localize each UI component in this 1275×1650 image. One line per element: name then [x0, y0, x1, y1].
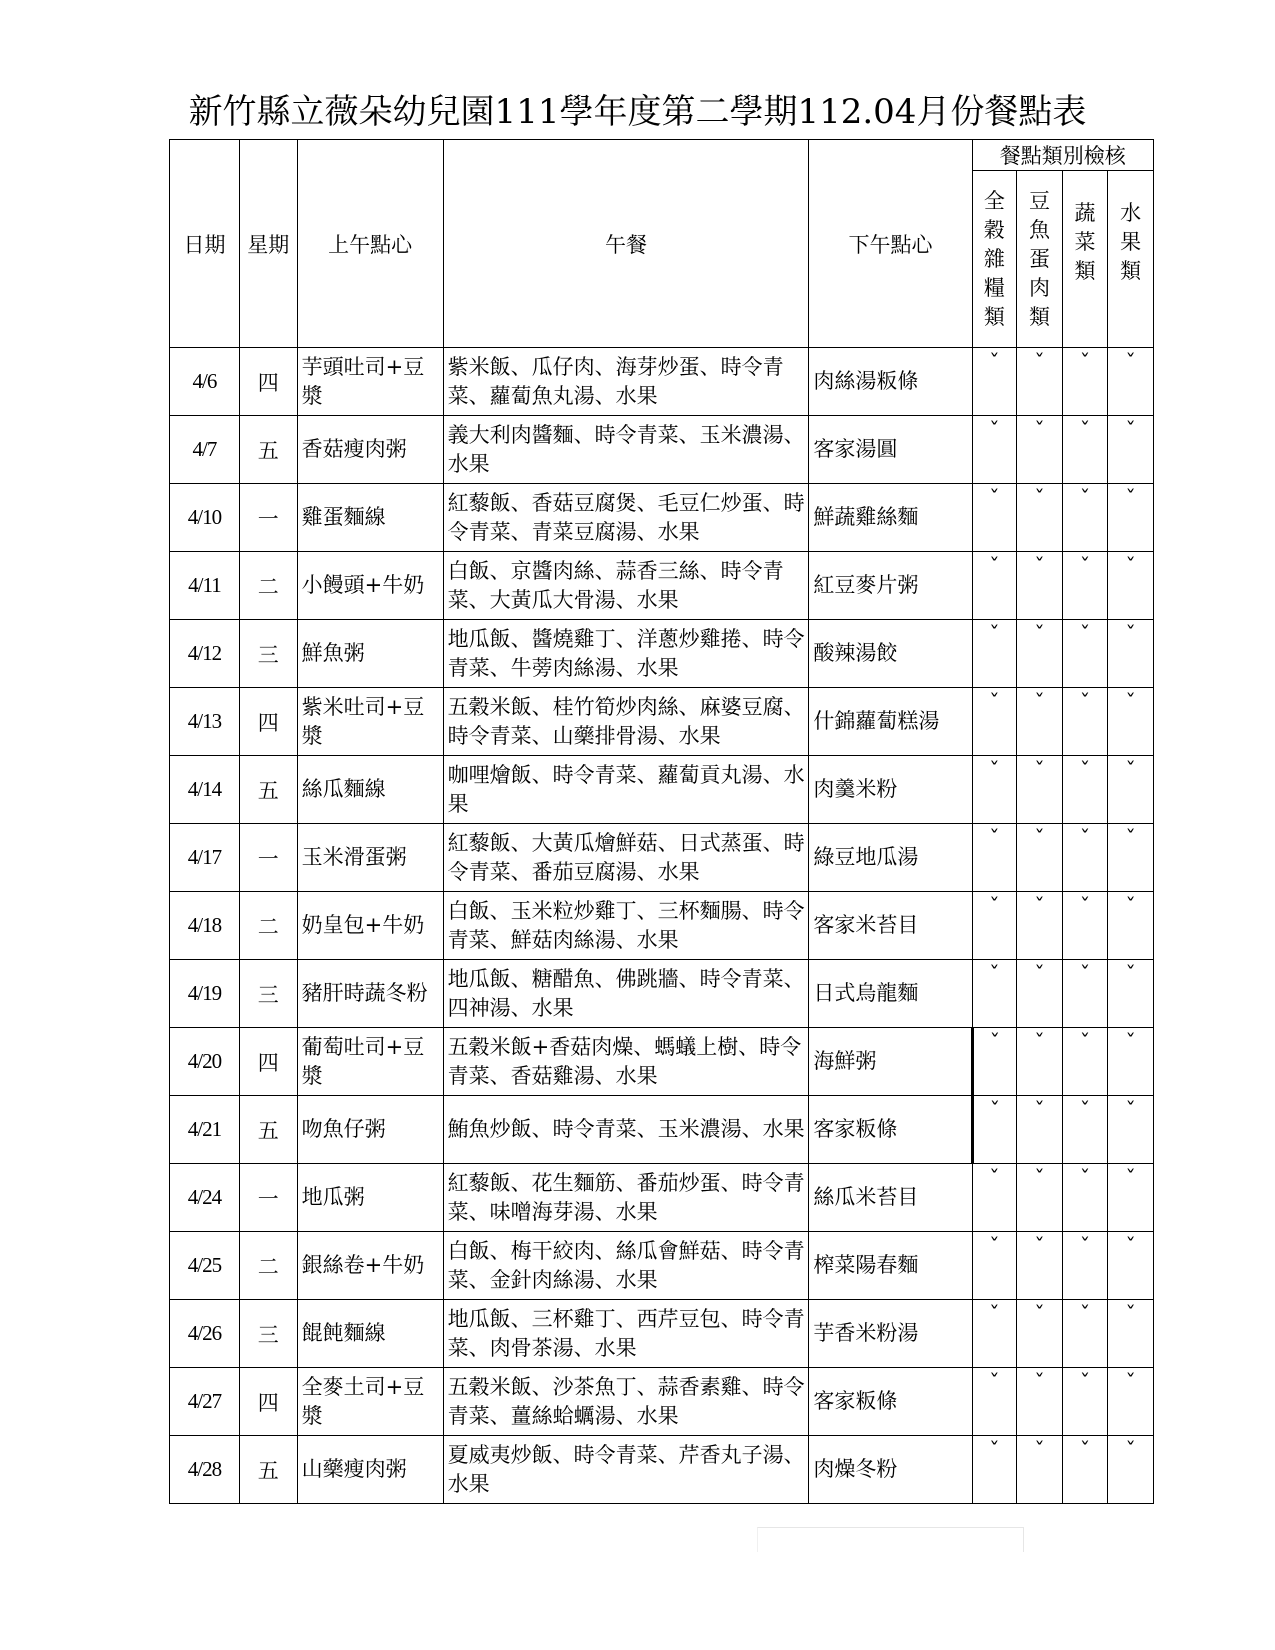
check-fruit: ˇ [1108, 1096, 1154, 1164]
header-weekday: 星期 [239, 140, 297, 348]
cell-date: 4/20 [170, 1028, 240, 1096]
table-row [170, 620, 1154, 688]
cell-weekday: 四 [239, 1368, 297, 1436]
check-protein: ˇ [1017, 892, 1063, 960]
header-check-group: 餐點類別檢核 [972, 140, 1153, 171]
check-vegetables: ˇ [1062, 620, 1108, 688]
check-vegetables: ˇ [1062, 1164, 1108, 1232]
table-row [170, 1436, 1154, 1504]
check-protein: ˇ [1017, 688, 1063, 756]
cell-weekday: 四 [239, 688, 297, 756]
table-row [170, 484, 1154, 552]
cell-afternoon-snack: 鮮蔬雞絲麵 [809, 484, 972, 552]
cell-lunch: 義大利肉醬麵、時令青菜、玉米濃湯、水果 [443, 416, 809, 484]
table-row [170, 1164, 1154, 1232]
check-fruit: ˇ [1108, 416, 1154, 484]
header-date: 日期 [170, 140, 240, 348]
check-protein: ˇ [1017, 1436, 1063, 1504]
cell-morning-snack: 吻魚仔粥 [297, 1096, 443, 1164]
cell-date: 4/13 [170, 688, 240, 756]
check-vegetables: ˇ [1062, 484, 1108, 552]
check-protein: ˇ [1017, 620, 1063, 688]
header-protein: 豆 魚 蛋 肉 類 [1017, 171, 1063, 348]
cell-date: 4/7 [170, 416, 240, 484]
check-vegetables: ˇ [1062, 1300, 1108, 1368]
cell-morning-snack: 雞蛋麵線 [297, 484, 443, 552]
cell-afternoon-snack: 客家粄條 [809, 1368, 972, 1436]
table-row [170, 688, 1154, 756]
cell-weekday: 五 [239, 756, 297, 824]
cell-afternoon-snack: 客家米苔目 [809, 892, 972, 960]
cell-lunch: 地瓜飯、糖醋魚、佛跳牆、時令青菜、四神湯、水果 [443, 960, 809, 1028]
check-grains: ˇ [972, 756, 1017, 824]
check-fruit: ˇ [1108, 824, 1154, 892]
cell-date: 4/24 [170, 1164, 240, 1232]
check-fruit: ˇ [1108, 1028, 1154, 1096]
cell-weekday: 三 [239, 620, 297, 688]
table-row [170, 1232, 1154, 1300]
check-grains: ˇ [972, 1028, 1017, 1096]
check-vegetables: ˇ [1062, 1096, 1108, 1164]
cell-morning-snack: 小饅頭+牛奶 [297, 552, 443, 620]
check-fruit: ˇ [1108, 892, 1154, 960]
cell-lunch: 地瓜飯、醬燒雞丁、洋蔥炒雞捲、時令青菜、牛蒡肉絲湯、水果 [443, 620, 809, 688]
cell-morning-snack: 餛飩麵線 [297, 1300, 443, 1368]
table-row [170, 1368, 1154, 1436]
cell-lunch: 咖哩燴飯、時令青菜、蘿蔔貢丸湯、水果 [443, 756, 809, 824]
check-grains: ˇ [972, 348, 1017, 416]
cell-morning-snack: 奶皇包+牛奶 [297, 892, 443, 960]
check-grains: ˇ [972, 552, 1017, 620]
cell-weekday: 一 [239, 1164, 297, 1232]
cell-morning-snack: 全麥土司+豆漿 [297, 1368, 443, 1436]
cell-date: 4/27 [170, 1368, 240, 1436]
cell-morning-snack: 銀絲卷+牛奶 [297, 1232, 443, 1300]
cell-morning-snack: 鮮魚粥 [297, 620, 443, 688]
cell-weekday: 四 [239, 1028, 297, 1096]
header-fruit: 水 果 類 [1108, 171, 1154, 348]
cell-weekday: 二 [239, 552, 297, 620]
table-row [170, 892, 1154, 960]
cell-weekday: 五 [239, 416, 297, 484]
check-grains: ˇ [972, 1436, 1017, 1504]
check-vegetables: ˇ [1062, 688, 1108, 756]
cell-weekday: 四 [239, 348, 297, 416]
cell-afternoon-snack: 絲瓜米苔目 [809, 1164, 972, 1232]
check-fruit: ˇ [1108, 688, 1154, 756]
check-grains: ˇ [972, 416, 1017, 484]
check-vegetables: ˇ [1062, 348, 1108, 416]
cell-afternoon-snack: 紅豆麥片粥 [809, 552, 972, 620]
cell-lunch: 紅藜飯、香菇豆腐煲、毛豆仁炒蛋、時令青菜、青菜豆腐湯、水果 [443, 484, 809, 552]
cell-afternoon-snack: 客家粄條 [809, 1096, 972, 1164]
check-vegetables: ˇ [1062, 416, 1108, 484]
check-fruit: ˇ [1108, 1436, 1154, 1504]
cell-morning-snack: 紫米吐司+豆漿 [297, 688, 443, 756]
check-grains: ˇ [972, 620, 1017, 688]
check-grains: ˇ [972, 892, 1017, 960]
page-title: 新竹縣立薇朵幼兒園111學年度第二學期112.04月份餐點表 [188, 92, 1087, 132]
check-protein: ˇ [1017, 756, 1063, 824]
cell-date: 4/18 [170, 892, 240, 960]
check-fruit: ˇ [1108, 620, 1154, 688]
cell-lunch: 紅藜飯、花生麵筋、番茄炒蛋、時令青菜、味噌海芽湯、水果 [443, 1164, 809, 1232]
check-protein: ˇ [1017, 824, 1063, 892]
check-vegetables: ˇ [1062, 1436, 1108, 1504]
cell-lunch: 鮪魚炒飯、時令青菜、玉米濃湯、水果 [443, 1096, 809, 1164]
check-grains: ˇ [972, 960, 1017, 1028]
check-protein: ˇ [1017, 1028, 1063, 1096]
cell-morning-snack: 地瓜粥 [297, 1164, 443, 1232]
cell-afternoon-snack: 肉絲湯粄條 [809, 348, 972, 416]
cell-date: 4/11 [170, 552, 240, 620]
header-afternoon-snack: 下午點心 [809, 140, 972, 348]
check-protein: ˇ [1017, 1096, 1063, 1164]
check-grains: ˇ [972, 1096, 1017, 1164]
table-row [170, 756, 1154, 824]
cell-weekday: 三 [239, 960, 297, 1028]
check-fruit: ˇ [1108, 552, 1154, 620]
check-fruit: ˇ [1108, 756, 1154, 824]
cell-afternoon-snack: 榨菜陽春麵 [809, 1232, 972, 1300]
cell-afternoon-snack: 酸辣湯餃 [809, 620, 972, 688]
check-vegetables: ˇ [1062, 1368, 1108, 1436]
cell-morning-snack: 絲瓜麵線 [297, 756, 443, 824]
check-fruit: ˇ [1108, 1300, 1154, 1368]
check-vegetables: ˇ [1062, 1232, 1108, 1300]
cell-lunch: 紫米飯、瓜仔肉、海芽炒蛋、時令青菜、蘿蔔魚丸湯、水果 [443, 348, 809, 416]
check-vegetables: ˇ [1062, 824, 1108, 892]
cell-date: 4/21 [170, 1096, 240, 1164]
cell-morning-snack: 芋頭吐司+豆漿 [297, 348, 443, 416]
cell-weekday: 五 [239, 1096, 297, 1164]
cell-afternoon-snack: 肉羹米粉 [809, 756, 972, 824]
check-grains: ˇ [972, 484, 1017, 552]
check-grains: ˇ [972, 688, 1017, 756]
check-protein: ˇ [1017, 552, 1063, 620]
table-row [170, 824, 1154, 892]
cell-lunch: 夏威夷炒飯、時令青菜、芹香丸子湯、水果 [443, 1436, 809, 1504]
table-row [170, 1096, 1154, 1164]
check-vegetables: ˇ [1062, 960, 1108, 1028]
check-vegetables: ˇ [1062, 892, 1108, 960]
table-row [170, 1300, 1154, 1368]
check-grains: ˇ [972, 1368, 1017, 1436]
check-grains: ˇ [972, 1164, 1017, 1232]
cell-afternoon-snack: 什錦蘿蔔糕湯 [809, 688, 972, 756]
cell-weekday: 五 [239, 1436, 297, 1504]
check-vegetables: ˇ [1062, 756, 1108, 824]
check-grains: ˇ [972, 1232, 1017, 1300]
cell-lunch: 五穀米飯、沙茶魚丁、蒜香素雞、時令青菜、薑絲蛤蠣湯、水果 [443, 1368, 809, 1436]
cell-afternoon-snack: 芋香米粉湯 [809, 1300, 972, 1368]
check-fruit: ˇ [1108, 1368, 1154, 1436]
check-protein: ˇ [1017, 416, 1063, 484]
table-row [170, 416, 1154, 484]
check-fruit: ˇ [1108, 1232, 1154, 1300]
cell-morning-snack: 葡萄吐司+豆漿 [297, 1028, 443, 1096]
cell-afternoon-snack: 客家湯圓 [809, 416, 972, 484]
cell-lunch: 五穀米飯+香菇肉燥、螞蟻上樹、時令青菜、香菇雞湯、水果 [443, 1028, 809, 1096]
cell-date: 4/10 [170, 484, 240, 552]
check-grains: ˇ [972, 824, 1017, 892]
cell-date: 4/17 [170, 824, 240, 892]
check-vegetables: ˇ [1062, 1028, 1108, 1096]
check-protein: ˇ [1017, 484, 1063, 552]
header-grains: 全 穀 雜 糧 類 [972, 171, 1017, 348]
table-body [170, 348, 1154, 1504]
cell-date: 4/19 [170, 960, 240, 1028]
check-fruit: ˇ [1108, 960, 1154, 1028]
cell-weekday: 二 [239, 1232, 297, 1300]
cell-lunch: 五穀米飯、桂竹筍炒肉絲、麻婆豆腐、時令青菜、山藥排骨湯、水果 [443, 688, 809, 756]
table-row [170, 552, 1154, 620]
cell-lunch: 紅藜飯、大黃瓜燴鮮菇、日式蒸蛋、時令青菜、番茄豆腐湯、水果 [443, 824, 809, 892]
cell-date: 4/14 [170, 756, 240, 824]
cell-afternoon-snack: 綠豆地瓜湯 [809, 824, 972, 892]
cell-morning-snack: 香菇瘦肉粥 [297, 416, 443, 484]
header-vegetables: 蔬 菜 類 [1062, 171, 1108, 348]
cell-weekday: 一 [239, 484, 297, 552]
table-row [170, 1028, 1154, 1096]
check-grains: ˇ [972, 1300, 1017, 1368]
cell-lunch: 白飯、玉米粒炒雞丁、三杯麵腸、時令青菜、鮮菇肉絲湯、水果 [443, 892, 809, 960]
table-row [170, 348, 1154, 416]
faint-box-outline [757, 1527, 1024, 1552]
header-lunch: 午餐 [443, 140, 809, 348]
check-protein: ˇ [1017, 1368, 1063, 1436]
cell-lunch: 白飯、梅干絞肉、絲瓜會鮮菇、時令青菜、金針肉絲湯、水果 [443, 1232, 809, 1300]
header-morning-snack: 上午點心 [297, 140, 443, 348]
check-protein: ˇ [1017, 960, 1063, 1028]
cell-date: 4/26 [170, 1300, 240, 1368]
cell-weekday: 二 [239, 892, 297, 960]
cell-afternoon-snack: 海鮮粥 [809, 1028, 972, 1096]
check-protein: ˇ [1017, 1300, 1063, 1368]
check-vegetables: ˇ [1062, 552, 1108, 620]
check-protein: ˇ [1017, 348, 1063, 416]
cell-date: 4/6 [170, 348, 240, 416]
check-protein: ˇ [1017, 1164, 1063, 1232]
cell-afternoon-snack: 肉燥冬粉 [809, 1436, 972, 1504]
meal-table [169, 139, 1154, 1504]
cell-date: 4/25 [170, 1232, 240, 1300]
table-row [170, 960, 1154, 1028]
cell-weekday: 三 [239, 1300, 297, 1368]
cell-afternoon-snack: 日式烏龍麵 [809, 960, 972, 1028]
cell-lunch: 白飯、京醬肉絲、蒜香三絲、時令青菜、大黃瓜大骨湯、水果 [443, 552, 809, 620]
check-fruit: ˇ [1108, 484, 1154, 552]
cell-morning-snack: 豬肝時蔬冬粉 [297, 960, 443, 1028]
check-protein: ˇ [1017, 1232, 1063, 1300]
cell-lunch: 地瓜飯、三杯雞丁、西芹豆包、時令青菜、肉骨茶湯、水果 [443, 1300, 809, 1368]
cell-morning-snack: 玉米滑蛋粥 [297, 824, 443, 892]
cell-date: 4/28 [170, 1436, 240, 1504]
check-fruit: ˇ [1108, 348, 1154, 416]
check-fruit: ˇ [1108, 1164, 1154, 1232]
cell-date: 4/12 [170, 620, 240, 688]
cell-weekday: 一 [239, 824, 297, 892]
cell-morning-snack: 山藥瘦肉粥 [297, 1436, 443, 1504]
